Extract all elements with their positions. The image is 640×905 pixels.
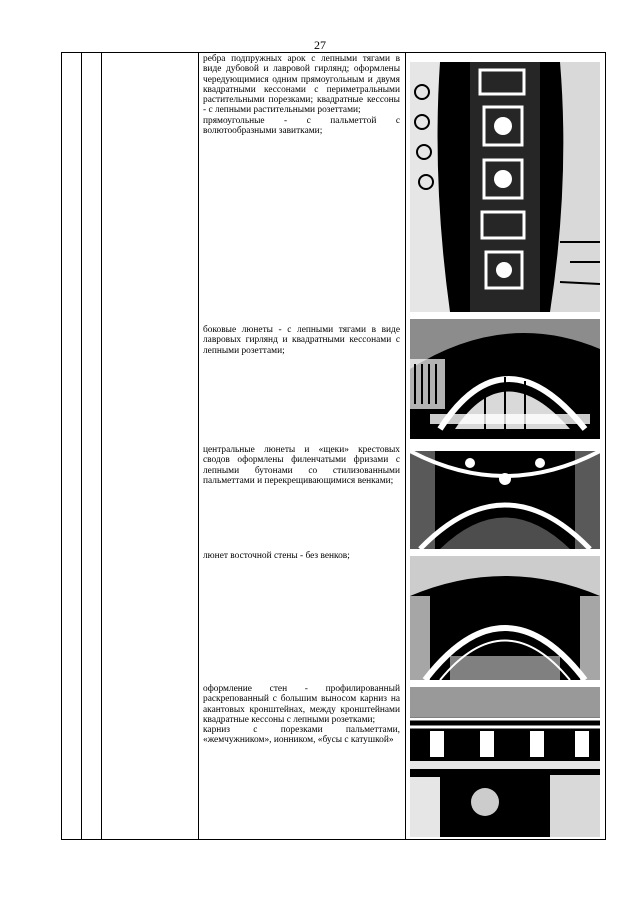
column-divider-2 [101, 53, 102, 839]
row-4-description [203, 551, 400, 561]
row-1-paragraph-2: прямоугольные - с пальметтой с волютообразными завитками; [203, 115, 400, 137]
row-2-photo [410, 319, 600, 439]
column-divider-1 [81, 53, 82, 839]
row-1-description [203, 54, 400, 136]
row-3-description [203, 445, 400, 486]
document-table [61, 52, 606, 840]
row-3-paragraph-1: центральные люнеты и «щеки» крестовых сводов оформлены филенчатыми фризами с лепными бутонами со стилизованными пальметтами и перекрещивающимися венками; [203, 445, 400, 486]
row-2-paragraph-1: боковые люнеты - с лепными тягами в виде лавровых гирлянд и квадратными кессонами с лепными розеттами; [203, 325, 400, 356]
row-1-paragraph-1: ребра подпружных арок с лепными тягами в виде дубовой и лавровой гирлянд; оформлены чередующимися одним прямоугольным и двумя квадратными кессонами с периметральными растительными порезками; квадратные кессоны - с лепными растительными розеттами; [203, 54, 400, 116]
row-4-photo [410, 556, 600, 680]
row-4-paragraph-1: люнет восточной стены - без венков; [203, 551, 350, 561]
row-2-description [203, 325, 400, 356]
row-5-description [203, 684, 400, 746]
page-number: 27 [314, 38, 326, 52]
row-5-paragraph-1: оформление стен - профилированный раскрепованный с большим выносом карниз на акантовых кронштейнах, между кронштейнами квадратные кессоны с лепными розетками; [203, 684, 400, 725]
column-divider-3 [198, 53, 199, 839]
column-divider-4 [405, 53, 406, 839]
row-3-photo [410, 451, 600, 549]
row-5-photo [410, 687, 600, 837]
row-5-paragraph-2: карниз с порезками пальметтами, «жемчужником», ионником, «бусы с катушкой» [203, 725, 400, 746]
row-1-photo [410, 62, 600, 312]
